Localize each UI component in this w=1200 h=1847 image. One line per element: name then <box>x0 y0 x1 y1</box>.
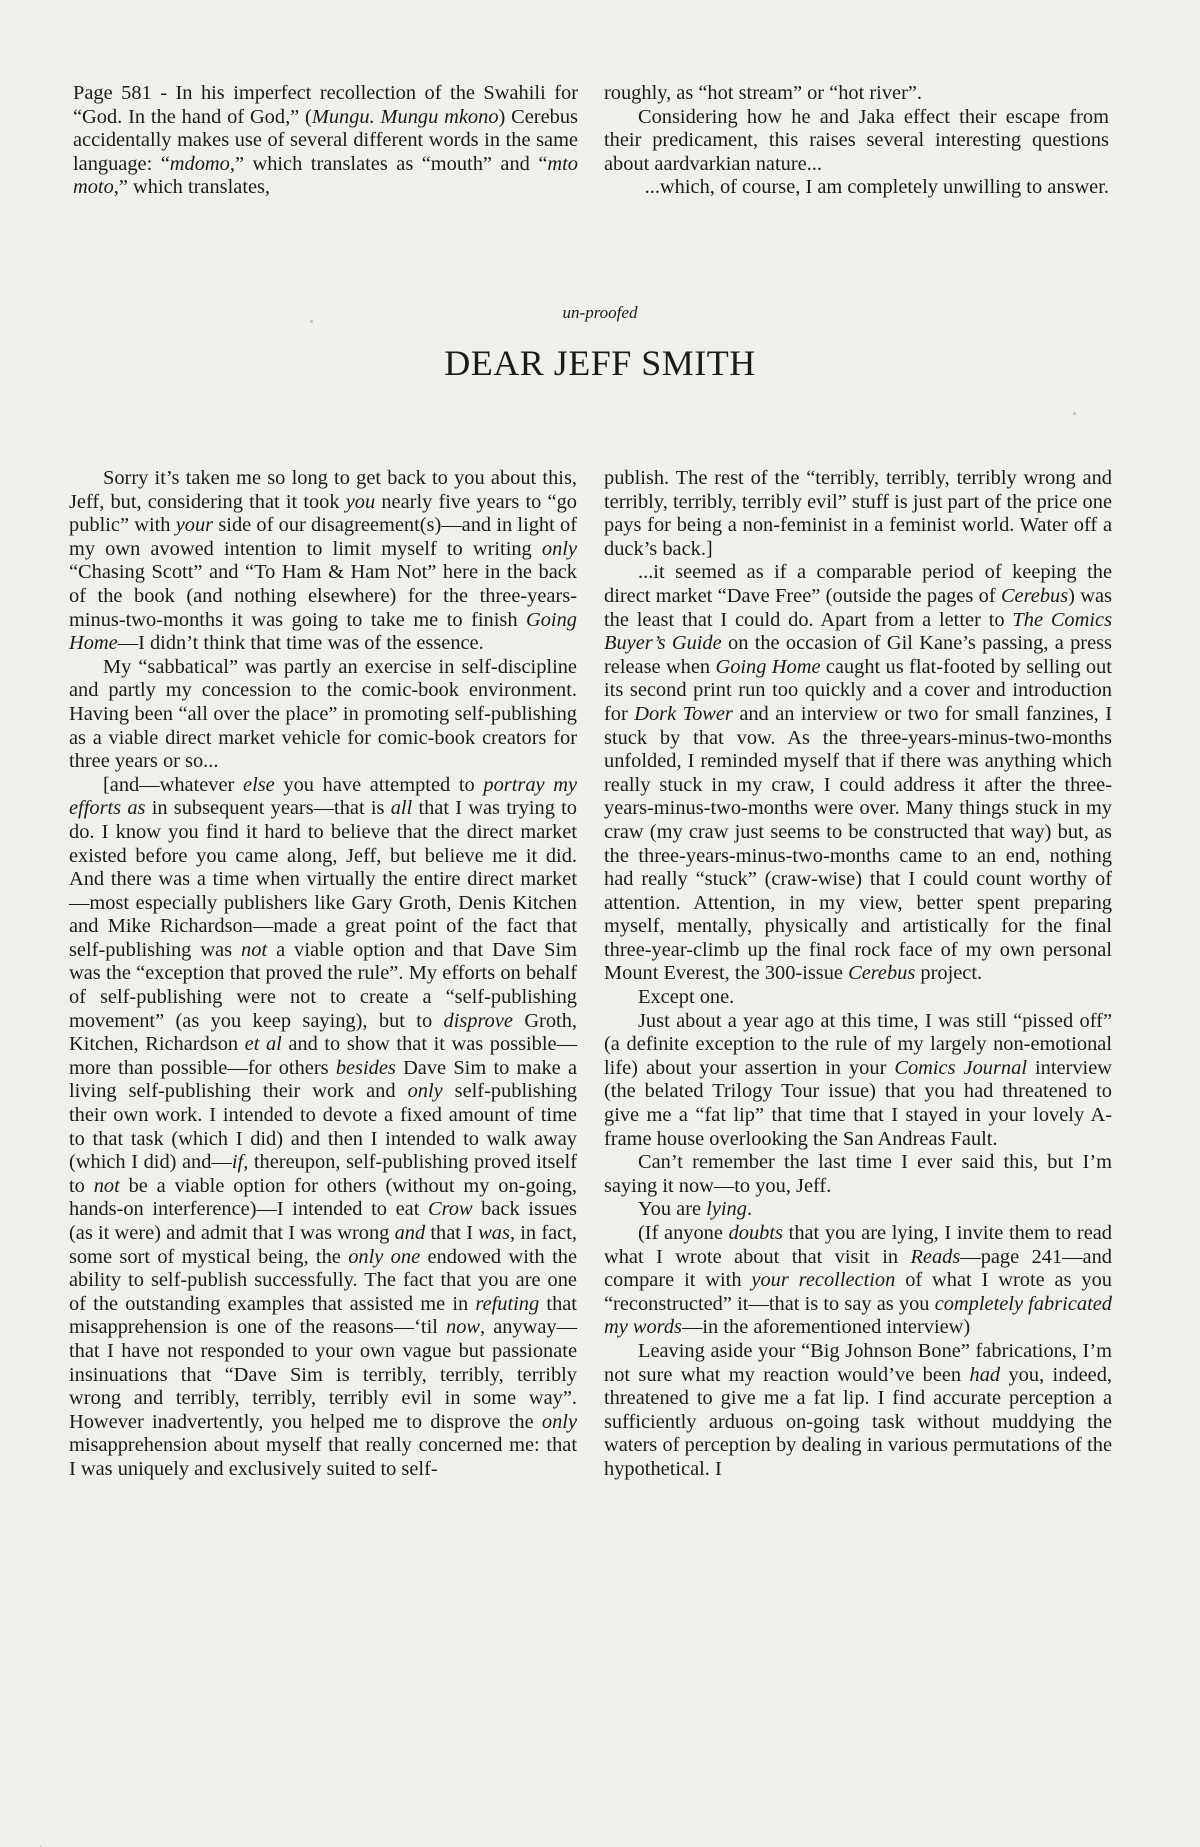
body-column-right <box>604 467 1112 1482</box>
footnote-column-right <box>604 82 1109 200</box>
footnote-column-left <box>73 82 578 200</box>
article-kicker: un-proofed <box>562 303 638 322</box>
body-paragraph: My “sabbatical” was partly an exercise in self-discipline and partly my concession to the comic-book environment. Having been “all over the place” in promoting self-publishing as a viable direct market vehicle for comic-book creators for three years or so... <box>69 655 577 773</box>
body-column-left <box>69 467 577 1482</box>
body-paragraph: Can’t remember the last time I ever said this, but I’m saying it now—to you, Jeff. <box>604 1151 1112 1197</box>
print-speck <box>1073 412 1076 415</box>
body-paragraph: (If anyone doubts that you are lying, I invite them to read what I wrote about that visit in Reads—page 241—and compare it with your recollection of what I wrote as you “reconstructed” it—that is to say as you completely fabricated my words—in the aforementioned interview) <box>604 1222 1113 1339</box>
body-paragraph: Just about a year ago at this time, I was still “pissed off” (a definite exception to the rule of my largely non-emotional life) about your assertion in your Comics Journal interview (the belated Trilogy Tour issue) that you had threatened to give me a “fat lip” that time that I stayed in your lovely A-frame house overlooking the San Andreas Fault. <box>604 1009 1112 1150</box>
article-title: DEAR JEFF SMITH <box>444 343 756 383</box>
body-paragraph: Leaving aside your “Big Johnson Bone” fabrications, I’m not sure what my reaction would’ve been had you, indeed, threatened to give me a fat lip. I find accurate perception a sufficiently arduous on-going task without muddying the waters of perception by dealing in various permutations of the hypothetical. I <box>604 1339 1112 1480</box>
body-paragraph: ...it seemed as if a comparable period of keeping the direct market “Dave Free” (outside the pages of Cerebus) was the least that I could do. Apart from a letter to The Comics Buyer’s Guide on the occasion of Gil Kane’s passing, a press release when Going Home caught us flat-footed by selling out its second print run too quickly and a cover and introduction for Dork Tower and an interview or two for small fanzines, I stuck by that vow. As the three-years-minus-two-months unfolded, I reminded myself that if there was anything which really stuck in my craw, I could address it after the three-years-minus-two-months were over. Many things stuck in my craw (my craw just seems to be constructed that way) but, as the three-years-minus-two-months came to an end, nothing had really “stuck” (craw-wise) that I could count worthy of attention. Attention, in my view, better spent preparing myself, mentally, physically and artistically for the final three-year-climb up the final rock face of my own personal Mount Everest, the 300-issue Cerebus project. <box>604 561 1113 985</box>
footnote-signoff: ...which, of course, I am completely unwilling to answer. <box>644 176 1109 199</box>
print-speck <box>310 320 313 323</box>
body-paragraph: Sorry it’s taken me so long to get back to you about this, Jeff, but, considering that it took you nearly five years to “go public” with your side of our disagreement(s)—and in light of my own avowed intention to limit myself to writing only “Chasing Scott” and “To Ham & Ham Not” here in the back of the book (and nothing elsewhere) for the three-years-minus-two-months it was going to take me to finish Going Home—I didn’t think that time was of the essence. <box>69 467 578 655</box>
body-paragraph: You are lying. <box>638 1198 753 1221</box>
body-paragraph: [and—whatever else you have attempted to portray my efforts as in subsequent years—that is all that I was trying to do. I know you find it hard to believe that the direct market existed before you came along, Jeff, but believe me it did. And there was a time when virtually the entire direct market—most especially publishers like Gary Groth, Denis Kitchen and Mike Richardson—made a great point of the fact that self-publishing was not a viable option and that Dave Sim was the “exception that proved the rule”. My efforts on behalf of self-publishing were not to create a “self-publishing movement” (as you keep saying), but to disprove Groth, Kitchen, Richardson et al and to show that it was possible—more than possible—for others besides Dave Sim to make a living self-publishing their work and only self-publishing their own work. I intended to devote a fixed amount of time to that task (which I did) and then I intended to walk away (which I did) and—if, thereupon, self-publishing proved itself to not be a viable option for others (without my on-going, hands-on interference)—I intended to eat Crow back issues (as it were) and admit that I was wrong and that I was, in fact, some sort of mystical being, the only one endowed with the ability to self-publish successfully. The fact that you are one of the outstanding examples that assisted me in refuting that misapprehension is one of the reasons—‘til now, anyway—that I have not responded to your own vague but passionate insinuations that “Dave Sim is terribly, terribly, terribly wrong and terribly, terribly, terribly evil in some way”. However inadvertently, you helped me to disprove the only misapprehension about myself that really concerned me: that I was uniquely and exclusively suited to self- <box>69 773 578 1480</box>
footnote-paragraph: Considering how he and Jaka effect their escape from their predicament, this raises several interesting questions about aardvarkian nature... <box>604 105 1109 175</box>
body-paragraph: Except one. <box>638 986 735 1009</box>
body-paragraph: publish. The rest of the “terribly, terribly, terribly wrong and terribly, terribly, terribly evil” stuff is just part of the price one pays for being a non-feminist in a feminist world. Water off a duck’s back.] <box>604 467 1112 560</box>
footnote-paragraph: Page 581 - In his imperfect recollection of the Swahili for “God. In the hand of God,” (Mungu. Mungu mkono) Cerebus accidentally makes use of several different words in the same language: “mdomo,” which translates as “mouth” and “mto moto,” which translates, <box>73 82 578 199</box>
footnote-paragraph: roughly, as “hot stream” or “hot river”. <box>604 82 923 104</box>
